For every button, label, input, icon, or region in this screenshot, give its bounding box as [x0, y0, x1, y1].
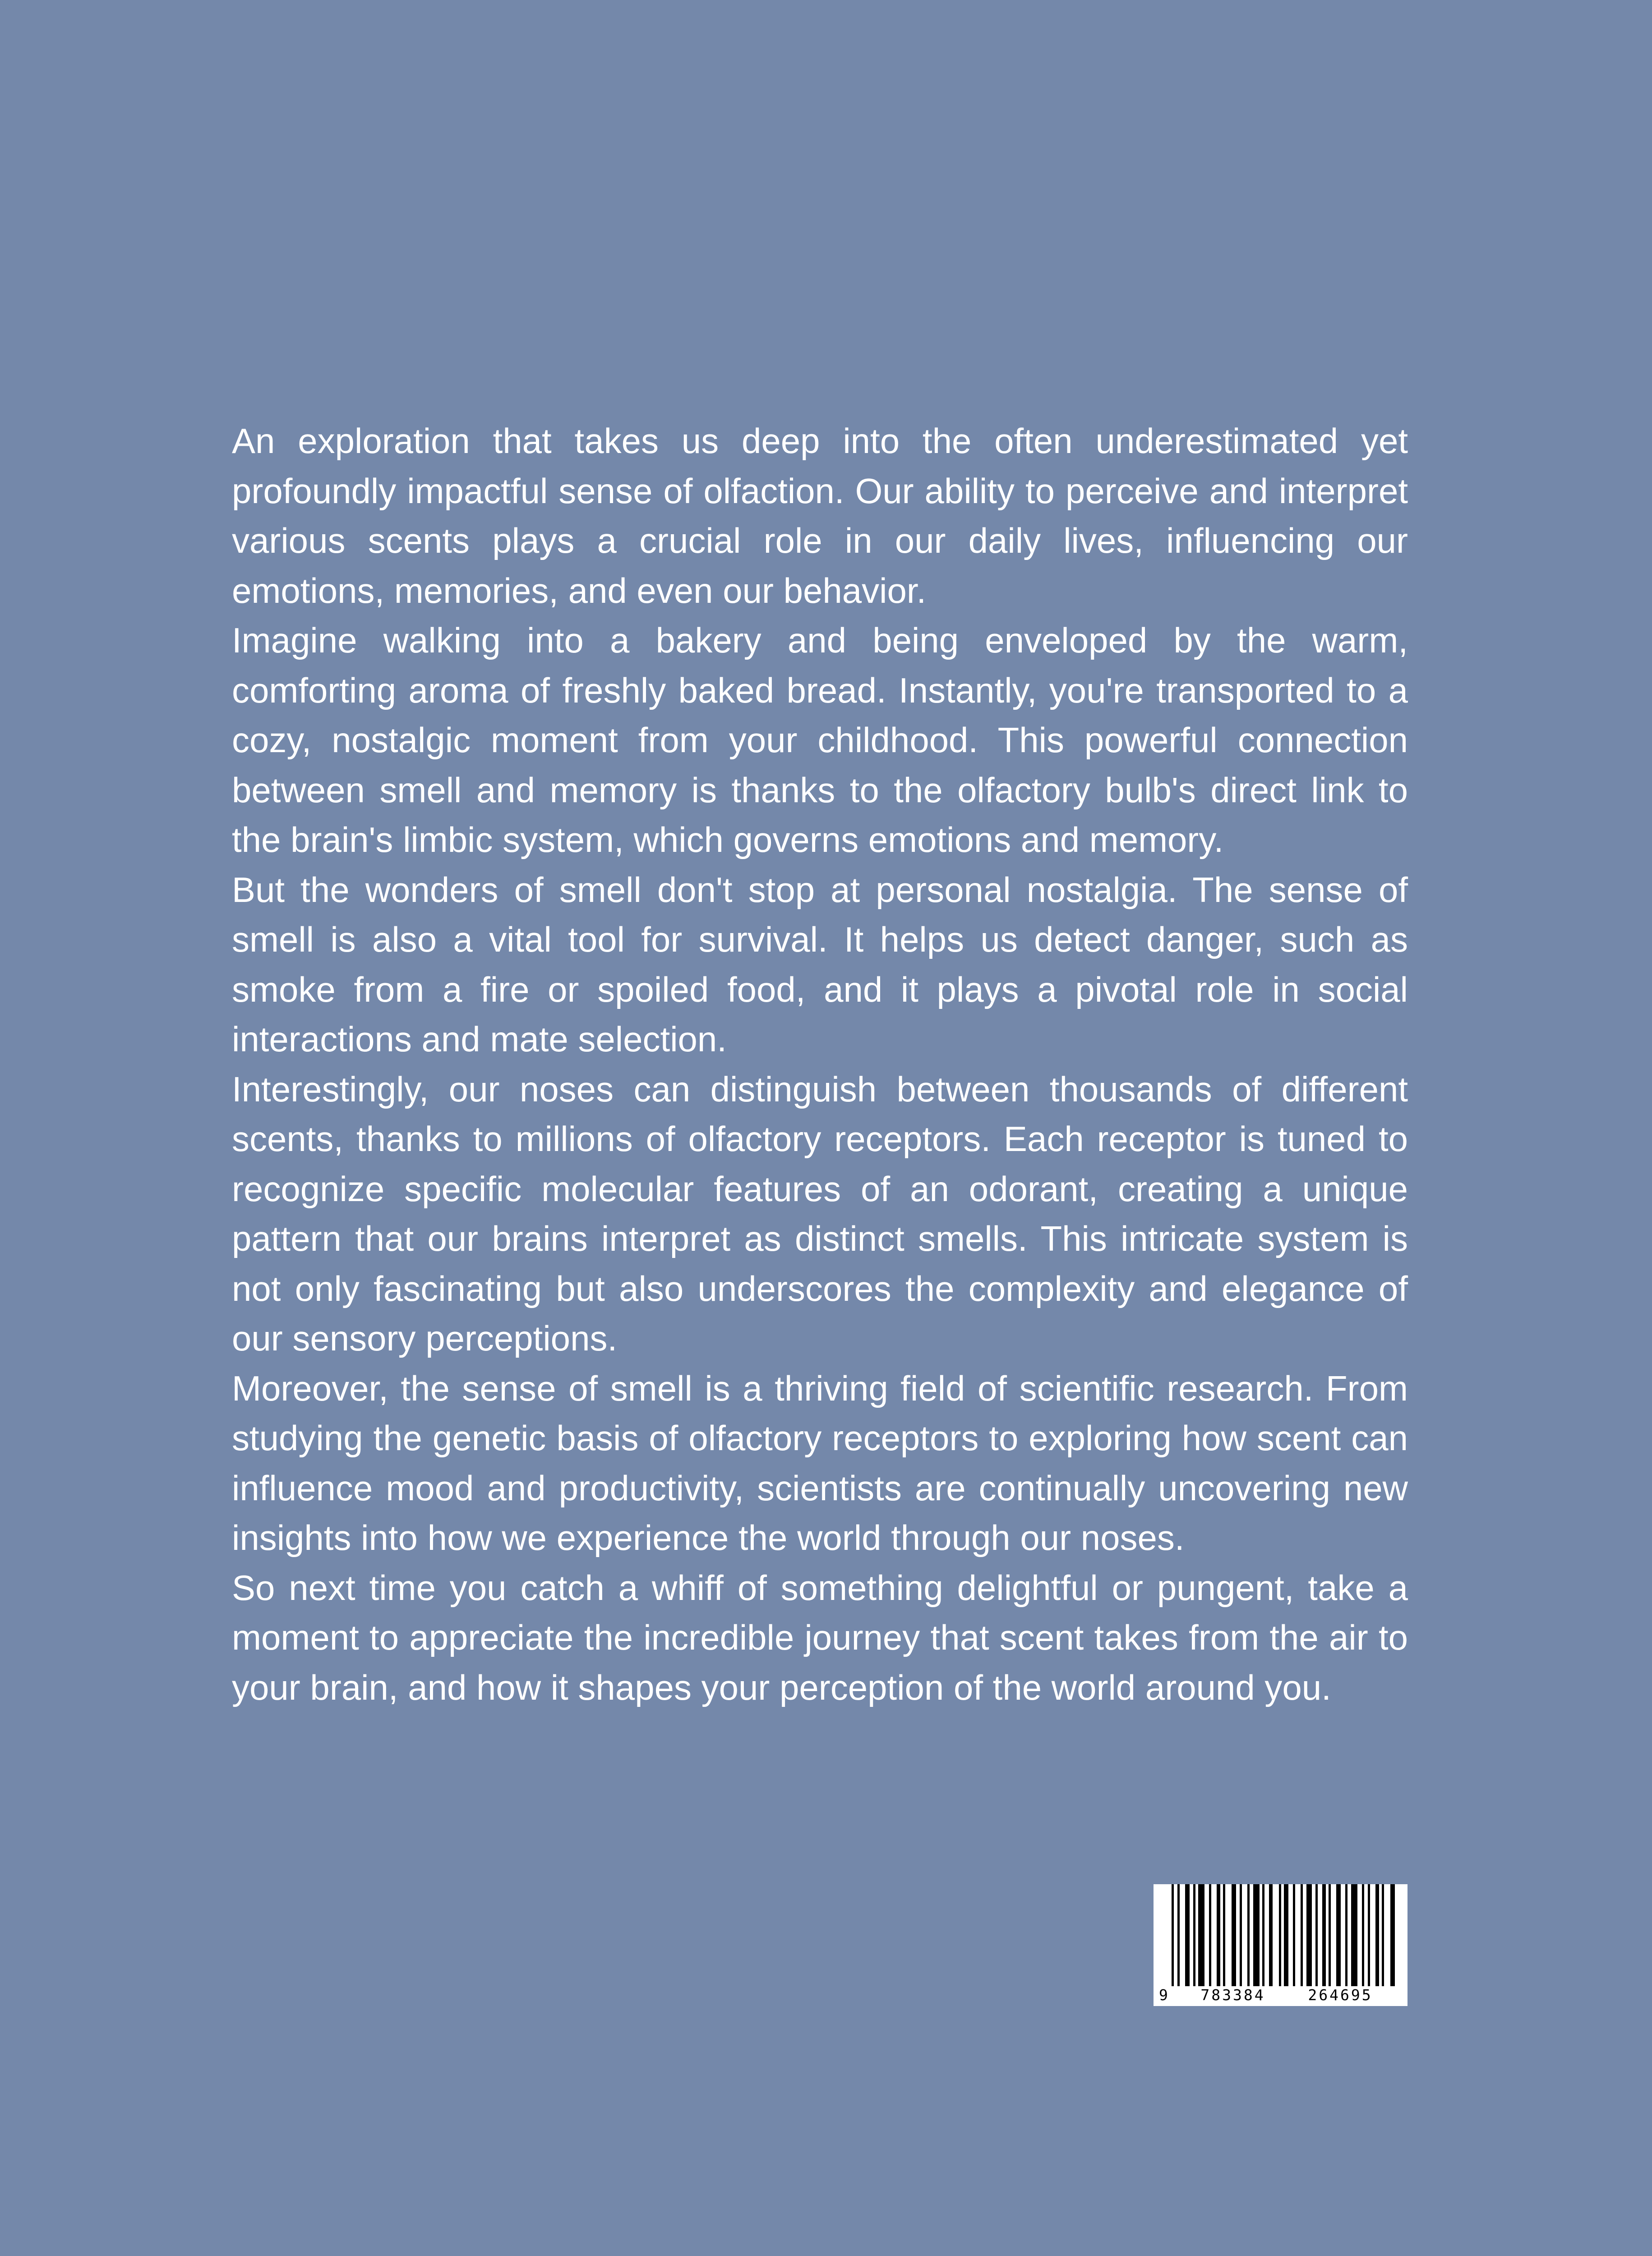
- barcode-bar: [1240, 1884, 1242, 1986]
- barcode-bar: [1382, 1884, 1384, 1986]
- barcode-bar: [1198, 1884, 1204, 1986]
- barcode-bar: [1306, 1884, 1312, 1986]
- barcode-bar: [1262, 1884, 1264, 1986]
- barcode-bar: [1193, 1884, 1195, 1986]
- barcode-digits: [1154, 1986, 1407, 2004]
- barcode-bars: [1154, 1884, 1407, 1986]
- barcode-bar: [1284, 1884, 1288, 1986]
- barcode-bar: [1351, 1884, 1357, 1986]
- barcode-bar: [1269, 1884, 1273, 1986]
- barcode-bar: [1177, 1884, 1180, 1986]
- barcode-right-group: 264695: [1308, 1986, 1373, 2004]
- barcode-bar: [1172, 1884, 1174, 1986]
- isbn-barcode: [1154, 1884, 1407, 2006]
- barcode-bar: [1322, 1884, 1326, 1986]
- barcode-bar: [1301, 1884, 1303, 1986]
- blurb-paragraph-2: Imagine walking into a bakery and being enveloped by the warm, comforting aroma of freshly baked bread. Instantly, you're transported to a cozy, nostalgic moment from your childhood. This powerful connection between smell and memory is thanks to the olfactory bulb's direct link to the brain's limbic system, which governs emotions and memory.: [232, 620, 1408, 860]
- blurb-paragraph-5: Moreover, the sense of smell is a thriving field of scientific research. From studying the genetic basis of olfactory receptors to exploring how scent can influence mood and productivity, scientists are continually uncovering new insights into how we experience the world through our noses.: [232, 1368, 1408, 1558]
- barcode-left-group: 783384: [1200, 1986, 1265, 2004]
- barcode-bar: [1315, 1884, 1318, 1986]
- barcode-bar: [1209, 1884, 1211, 1986]
- barcode-bar: [1232, 1884, 1236, 1986]
- blurb-paragraph-6: So next time you catch a whiff of something delightful or pungent, take a moment to appreciate the incredible journey that scent takes from the air to your brain, and how it shapes your perception of the world around you.: [232, 1567, 1408, 1707]
- barcode-bar: [1329, 1884, 1331, 1986]
- barcode-bar: [1185, 1884, 1190, 1986]
- blurb-paragraph-4: Interestingly, our noses can distinguish between thousands of different scents, thanks to millions of olfactory receptors. Each receptor is tuned to recognize specific molecular features of an odorant, creating a unique pattern that our brains interpret as distinct smells. This intricate system is not only fascinating but also underscores the complexity and elegance of our sensory perceptions.: [232, 1069, 1408, 1358]
- barcode-bar: [1217, 1884, 1220, 1986]
- barcode-bar: [1390, 1884, 1395, 1986]
- blurb-paragraph-1: An exploration that takes us deep into the often underestimated yet profoundly impactful sense of olfaction. Our ability to perceive and interpret various scents plays a crucial role in our daily lives, influencing our emotions, memories, and even our behavior.: [232, 421, 1408, 610]
- barcode-bar: [1368, 1884, 1370, 1986]
- blurb-text: [232, 416, 1408, 1712]
- barcode-bar: [1223, 1884, 1225, 1986]
- barcode-bar: [1345, 1884, 1347, 1986]
- barcode-bar: [1293, 1884, 1295, 1986]
- barcode-bar: [1362, 1884, 1364, 1986]
- barcode-bar: [1279, 1884, 1281, 1986]
- barcode-bar: [1253, 1884, 1260, 1986]
- blurb-paragraph-3: But the wonders of smell don't stop at personal nostalgia. The sense of smell is also a vital tool for survival. It helps us detect danger, such as smoke from a fire or spoiled food, and it plays a pivotal role in social interactions and mate selection.: [232, 869, 1408, 1059]
- barcode-first-digit: 9: [1159, 1986, 1168, 2004]
- barcode-bar: [1247, 1884, 1250, 1986]
- barcode-bar: [1336, 1884, 1341, 1986]
- barcode-bar: [1375, 1884, 1379, 1986]
